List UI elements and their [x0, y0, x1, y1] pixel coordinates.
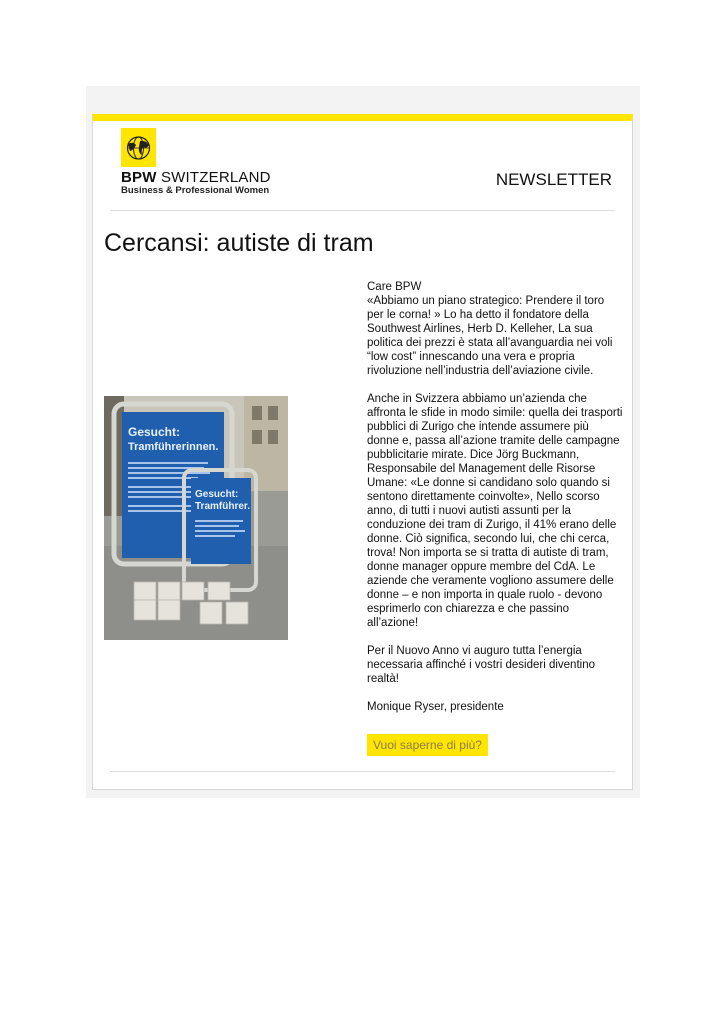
brand-wordmark: BPW SWITZERLAND	[121, 169, 271, 186]
article-body	[367, 280, 623, 728]
greeting: Care BPW	[367, 281, 422, 293]
paragraph-3: Per il Nuovo Anno vi auguro tutta l’energia necessaria affinché i vostri desideri diventino realtà!	[367, 645, 595, 685]
svg-text:Gesucht:: Gesucht:	[128, 425, 181, 439]
svg-text:Tramführer.: Tramführer.	[195, 501, 251, 512]
newsletter-label: NEWSLETTER	[495, 170, 612, 189]
svg-text:Gesucht:: Gesucht:	[195, 489, 239, 500]
bpw-logo-globe-icon	[121, 128, 156, 167]
article-title: Cercansi: autiste di tram	[104, 229, 374, 257]
read-more-button[interactable]: Vuoi saperne di più?	[367, 734, 488, 756]
header-divider	[110, 210, 615, 211]
brand-tagline: Business & Professional Women	[121, 185, 270, 196]
paragraph-2: Anche in Svizzera abbiamo un’azienda che affronta le sfide in modo simile: quella dei trasporti pubblici di Zurigo che intende assumere più donne e, passa all’azione tramite delle campagne pubblicitarie mirate. Dice Jörg Buckmann, Responsabile del Management delle Risorse Umane: «Le donne si candidano solo quando si sentono direttamente coinvolte», Nello scorso anno, di tutti i nuovi autisti assunti per la conduzione dei tram di Zurigo, il 41% erano delle donne. Ciò significa, secondo lui, che chi cerca, trova! Non importa se si tratta di autiste di tram, donne manager oppure membre del CdA. Le aziende che veramente vogliono assumere delle donne – e non importa in quale ruolo - devono esprimerlo con chiarezza e che passino all’azione!	[367, 393, 623, 629]
tram-poster-photo	[104, 396, 288, 640]
paragraph-1: «Abbiamo un piano strategico: Prendere il toro per le corna! » Lo ha detto il fondatore della Southwest Airlines, Herb D. Kelleher, La sua politica dei prezzi è stata all’avanguardia nei voli “low cost” innescando una vera e propria rivoluzione nell’industria dell’aviazione civile.	[367, 295, 613, 377]
signature: Monique Ryser, presidente	[367, 701, 504, 713]
svg-text:Tramführerinnen.: Tramführerinnen.	[128, 441, 219, 453]
footer-divider	[110, 771, 615, 772]
